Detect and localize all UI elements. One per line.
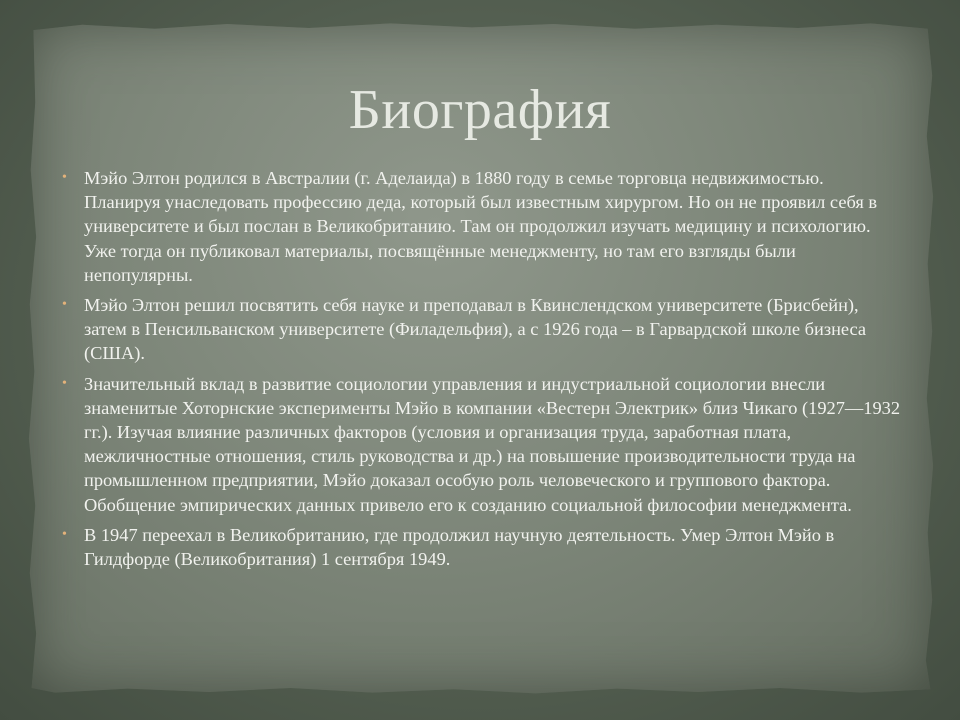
bullet-icon: • <box>62 375 67 391</box>
bullet-icon: • <box>62 297 67 313</box>
slide-content <box>62 166 904 577</box>
bullet-text: Мэйо Элтон родился в Австралии (г. Аделаида) в 1880 году в семье торговца недвижимостью. Планируя унаследовать профессию деда, который был известным хирургом. Но он не проявил себя в университете и был послан в Великобританию. Там он продолжил изучать медицину и психологию. Уже тогда он публиковал материалы, посвящённые менеджменту, но там его взгляды были непопулярны. <box>84 168 878 285</box>
bullet-list <box>62 166 904 571</box>
bullet-text: Мэйо Элтон решил посвятить себя науке и преподавал в Квинслендском университете (Брисбейн), затем в Пенсильванском университете (Филадельфия), а с 1926 года – в Гарвардской школе бизнеса (США). <box>84 295 867 364</box>
bullet-item-4 <box>62 523 904 571</box>
bullet-item-1 <box>62 166 904 287</box>
bullet-text: Значительный вклад в развитие социологии управления и индустриальной социологии внесли знаменитые Хоторнские эксперименты Мэйо в компании «Вестерн Электрик» близ Чикаго (1927—1932 гг.). Изучая влияние различных факторов (условия и организация труда, заработная плата, межличностные отношения, стиль руководства и др.) на повышение производительности труда на промышленном предприятии, Мэйо доказал особую роль человеческого и группового фактора. Обобщение эмпирических данных привело его к созданию социальной философии менеджмента. <box>84 373 901 515</box>
bullet-text: В 1947 переехал в Великобританию, где продолжил научную деятельность. Умер Элтон Мэйо в Гилдфорде (Великобритания) 1 сентября 1949. <box>84 524 835 570</box>
bullet-icon: • <box>62 170 67 185</box>
bullet-icon: • <box>62 526 67 542</box>
slide-title: Биография <box>348 79 612 141</box>
bullet-item-2 <box>62 293 904 366</box>
bullet-item-3 <box>62 372 904 517</box>
